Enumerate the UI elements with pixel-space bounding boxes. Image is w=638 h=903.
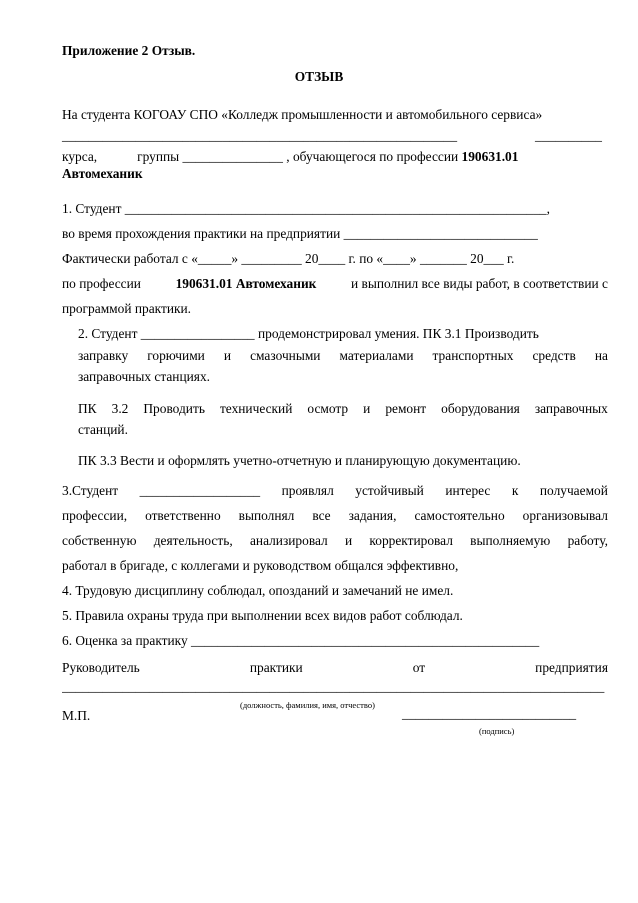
p4-line: 4. Трудовую дисциплину соблюдал, опозданий и замечаний не имел. <box>62 583 454 598</box>
stamp-label: М.П. <box>62 708 91 723</box>
group-text: группы _______________ , обучающегося по профессии <box>137 149 459 164</box>
intro-course-group <box>62 149 518 165</box>
p5-line: 5. Правила охраны труда при выполнении всех видов работ соблюдал. <box>62 608 463 623</box>
profession-name: Автомеханик <box>62 166 143 181</box>
pk32-line-2: станций. <box>78 422 128 437</box>
appendix-heading: Приложение 2 Отзыв. <box>62 43 196 58</box>
signature-caption: (подпись) <box>479 726 515 736</box>
p3-line-1: 3.Студент __________________ проявлял устойчивый интерес к получаемой <box>62 483 608 498</box>
page-title: ОТЗЫВ <box>294 69 344 84</box>
course-label: курса, <box>62 149 98 164</box>
p1-line-2: во время прохождения практики на предприятии _____________________________ <box>62 226 538 241</box>
p1-line-5: программой практики. <box>62 301 192 316</box>
p6-line: 6. Оценка за практику ____________________________________________________ <box>62 633 540 648</box>
p1-line-3: Фактически работал с «_____» _________ 20____ г. по «____» _______ 20___ г. <box>62 251 515 266</box>
p1-l4-pre: по профессии <box>62 276 141 291</box>
p1-line-4 <box>62 276 608 292</box>
intro-line-1: На студента КОГОАУ СПО «Колледж промышленности и автомобильного сервиса» <box>62 107 543 122</box>
p3-line-3: собственную деятельность, анализировал и корректировал выполняемую работу, <box>62 533 608 548</box>
supervisor-line: Руководитель практики от предприятия <box>62 660 608 675</box>
supervisor-blank-line: _________________________________________________________________________________ <box>62 679 605 694</box>
p2-line-2: заправку горючими и смазочными материалами транспортных средств на <box>78 348 608 363</box>
supervisor-caption: (должность, фамилия, имя, отчество) <box>240 700 375 710</box>
intro-blank-line <box>62 128 602 144</box>
p1-line-1: 1. Студент _______________________________________________________________, <box>62 201 550 216</box>
signature-line: __________________________ <box>402 706 577 721</box>
profession-code: 190631.01 <box>461 149 519 164</box>
blank-b: __________ <box>535 128 602 143</box>
p3-line-4: работал в бригаде, с коллегами и руководством общался эффективно, <box>62 558 459 573</box>
pk33-line-1: ПК 3.3 Вести и оформлять учетно-отчетную и планирующую документацию. <box>78 453 521 468</box>
p1-l4-post: и выполнил все виды работ, в соответствии с <box>351 276 608 291</box>
blank-a: ___________________________________________________________ <box>62 128 458 143</box>
pk32-line-1: ПК 3.2 Проводить технический осмотр и ремонт оборудования заправочных <box>78 401 608 416</box>
p1-l4-bold: 190631.01 Автомеханик <box>175 276 317 291</box>
p2-line-3: заправочных станциях. <box>78 369 210 384</box>
p2-line-1: 2. Студент _________________ продемонстрировал умения. ПК 3.1 Производить <box>78 326 539 341</box>
p3-line-2: профессии, ответственно выполнял все задания, самостоятельно организовывал <box>62 508 608 523</box>
